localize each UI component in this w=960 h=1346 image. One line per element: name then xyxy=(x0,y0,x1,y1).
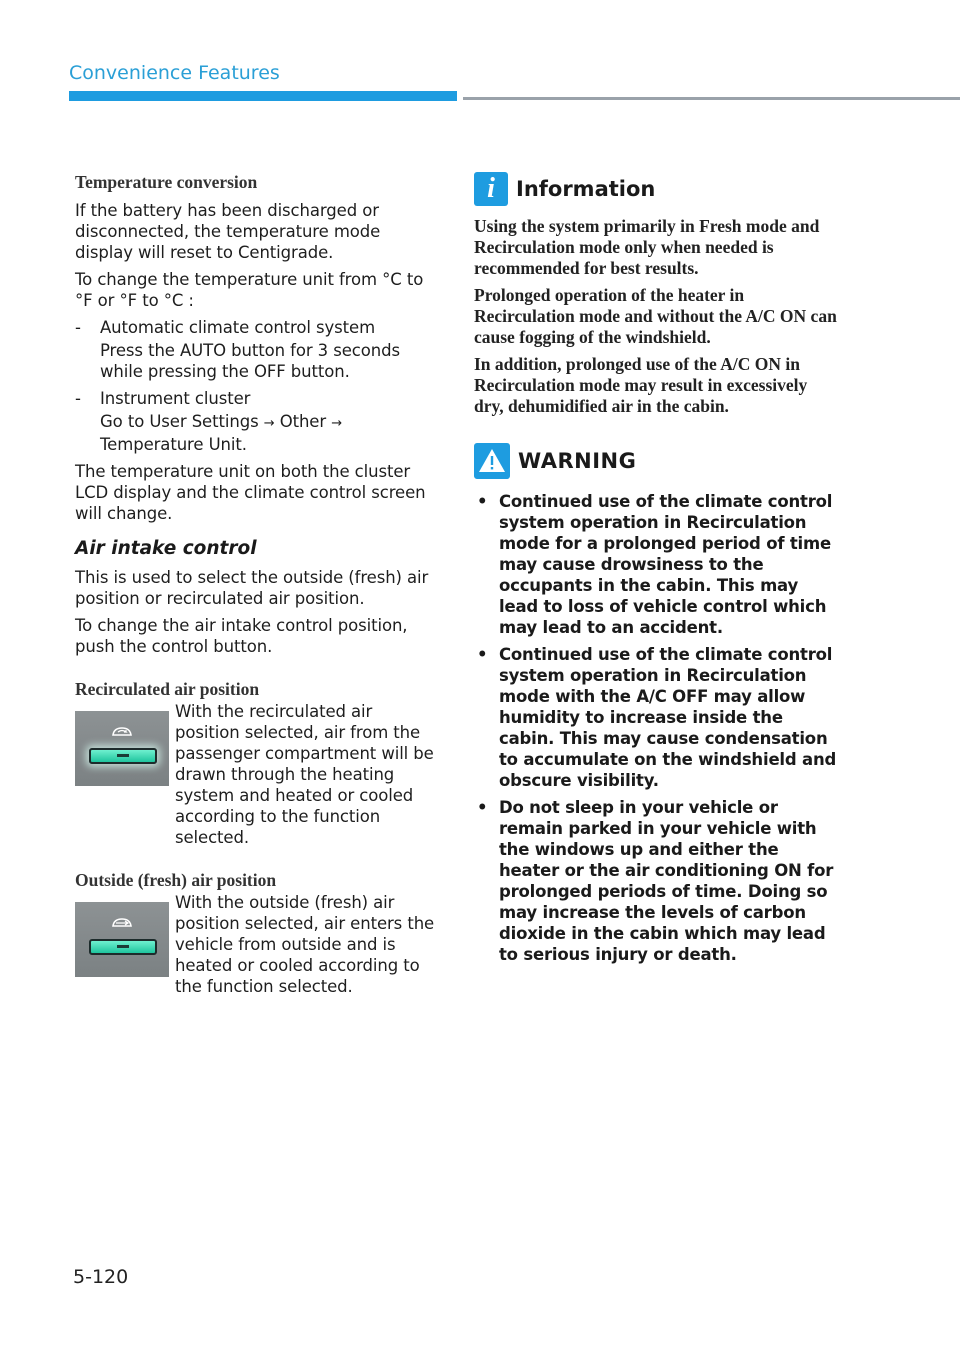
menu-path-part: Other xyxy=(279,412,327,431)
warning-header xyxy=(474,443,839,479)
recirculated-row xyxy=(75,701,440,848)
dash-marker: - xyxy=(75,389,81,408)
warning-item xyxy=(474,491,839,638)
information-icon: i xyxy=(474,172,508,206)
warning-text: Continued use of the climate control system operation in Recirculation mode for a prolonged period of time may cause drowsiness to the occupants in the cabin. This may lead to loss of vehicle control which may lead to an accident. xyxy=(499,492,833,637)
information-paragraph: Prolonged operation of the heater in Recirculation mode and without the A/C ON can cause fogging of the windshield. xyxy=(474,285,837,347)
warning-item xyxy=(474,644,839,791)
paragraph: This is used to select the outside (fresh) air position or recirculated air position. xyxy=(75,568,429,608)
warning-text: Do not sleep in your vehicle or remain parked in your vehicle with the windows up and either the heater or the air conditioning ON for prolonged periods of time. Doing so may increase the levels of carbon dioxide in the cabin which may lead to serious injury or death. xyxy=(499,798,834,964)
fresh-air-button-image xyxy=(75,902,169,977)
information-paragraph: Using the system primarily in Fresh mode and Recirculation mode only when needed is recommended for best results. xyxy=(474,216,820,278)
left-column xyxy=(75,172,440,997)
fresh-air-heading: Outside (fresh) air position xyxy=(75,870,277,890)
car-recirculation-icon xyxy=(110,725,134,739)
header-bar-blue xyxy=(69,91,457,101)
list-item-title: Automatic climate control system xyxy=(100,318,376,337)
list-item xyxy=(75,317,440,338)
arrow-right-icon: → xyxy=(331,416,342,431)
recirculated-text: With the recirculated air position selected, air from the passenger compartment will be drawn through the heating system and heated or cooled according to the function selected. xyxy=(175,702,434,847)
list-item-text: Press the AUTO button for 3 seconds while pressing the OFF button. xyxy=(100,341,400,381)
section-title: Convenience Features xyxy=(69,62,280,84)
list-item xyxy=(75,388,440,409)
warning-triangle-icon xyxy=(474,443,510,479)
fresh-air-text: With the outside (fresh) air position selected, air enters the vehicle from outside and is heated or cooled according to the function selected. xyxy=(175,893,435,996)
information-header xyxy=(474,172,839,206)
information-title: Information xyxy=(516,177,656,201)
paragraph: To change the air intake control position, push the control button. xyxy=(75,616,408,656)
paragraph: The temperature unit on both the cluster LCD display and the climate control screen will change. xyxy=(75,462,426,523)
fresh-air-row xyxy=(75,892,440,997)
warning-text: Continued use of the climate control system operation in Recirculation mode with the A/C OFF may allow humidity to increase inside the cabin. This may cause condensation to accumulate on the windshield and obscure visibility. xyxy=(499,645,837,790)
bullet-marker: • xyxy=(477,645,488,664)
information-paragraph: In addition, prolonged use of the A/C ON in Recirculation mode may result in excessively dry, dehumidified air in the cabin. xyxy=(474,354,808,416)
bullet-marker: • xyxy=(477,492,488,511)
paragraph: To change the temperature unit from °C to °F or °F to °C : xyxy=(75,270,424,310)
list-item-title: Instrument cluster xyxy=(100,389,251,408)
page-number: 5-120 xyxy=(73,1266,129,1288)
menu-path-part: Temperature Unit. xyxy=(100,435,247,454)
indicator-lamp xyxy=(89,748,157,764)
arrow-right-icon: → xyxy=(263,416,275,431)
indicator-lamp xyxy=(89,939,157,955)
right-column xyxy=(474,172,839,971)
warning-title: WARNING xyxy=(518,449,637,473)
dash-marker: - xyxy=(75,318,81,337)
menu-path-part: Go to User Settings xyxy=(100,412,259,431)
paragraph: If the battery has been discharged or disconnected, the temperature mode display will reset to Centigrade. xyxy=(75,201,381,262)
temperature-conversion-heading: Temperature conversion xyxy=(75,172,258,192)
header-bar-gray xyxy=(463,97,960,100)
air-intake-heading: Air intake control xyxy=(75,538,257,559)
car-fresh-air-icon xyxy=(110,916,134,930)
recirculation-button-image xyxy=(75,711,169,786)
list-item-text xyxy=(100,411,440,455)
bullet-marker: • xyxy=(477,798,488,817)
warning-item xyxy=(474,797,839,965)
recirculated-heading: Recirculated air position xyxy=(75,679,260,699)
